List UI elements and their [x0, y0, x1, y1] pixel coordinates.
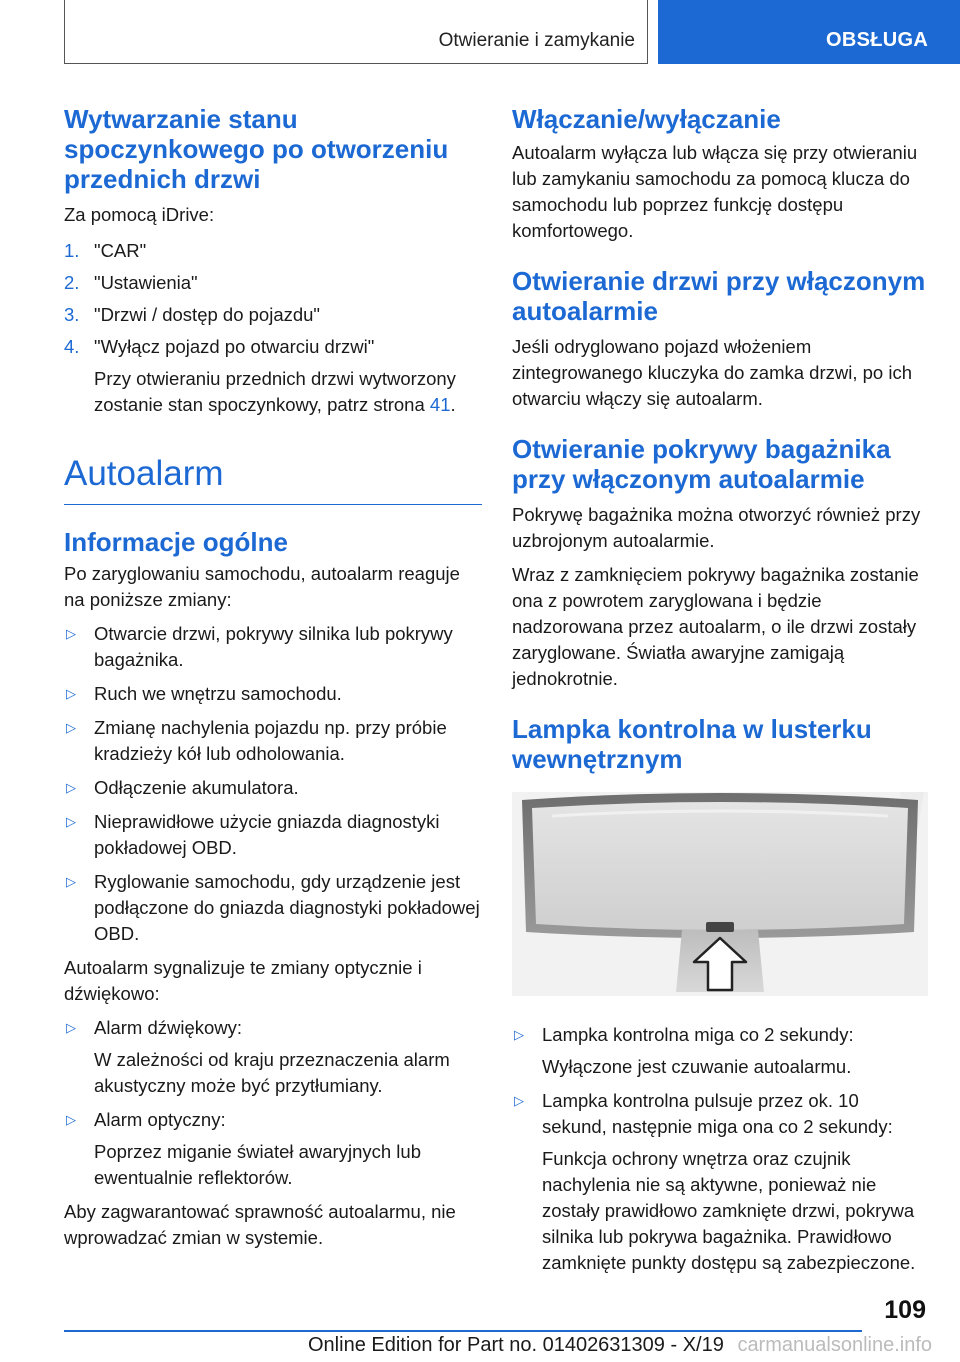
trunk-text-2: Wraz z zamknięciem pokrywy bagażnika zostanie ona z powrotem zaryglowana i będzie nadzorowana przez autoalarm, o ile drzwi zostały zaryglowane. Światła awaryjne zamigają jednokrotnie. [512, 564, 919, 689]
heading-general-info: Informacje ogólne [64, 527, 288, 557]
list-item-detail: Wyłączone jest czuwanie autoalarmu. [542, 1056, 852, 1077]
footer-rule [64, 1330, 862, 1332]
list-item-title: Lampka kontrolna miga co 2 sekundy: [542, 1024, 854, 1045]
triangle-bullet-icon: ▷ [66, 874, 76, 889]
heading-mirror-lamp: Lampka kontrolna w lusterku wewnętrznym [512, 714, 872, 774]
step-text: "CAR" [94, 240, 147, 261]
list-item-title: Lampka kontrolna pulsuje przez ok. 10 sekund, następnie miga ona co 2 sekundy: [542, 1090, 893, 1137]
change-list [64, 621, 482, 947]
step-number: 1. [64, 240, 80, 261]
triangle-bullet-icon: ▷ [66, 1020, 76, 1035]
list-item [64, 621, 482, 673]
step-note-text: Przy otwieraniu przednich drzwi wytworzony zostanie stan spoczynkowy, patrz strona [94, 368, 456, 415]
triangle-bullet-icon: ▷ [66, 626, 76, 641]
list-item-title: Alarm optyczny: [94, 1109, 226, 1130]
doors-text: Jeśli odryglowano pojazd włożeniem zintegrowanego kluczyka do zamka drzwi, po ich otwarciu włączy się autoalarm. [512, 336, 912, 409]
watermark: carmanualsonline.info [737, 1334, 932, 1356]
step-number: 3. [64, 304, 80, 325]
right-column [512, 104, 928, 1276]
triangle-bullet-icon: ▷ [66, 814, 76, 829]
step-number: 2. [64, 272, 80, 293]
list-item-detail: W zależności od kraju przeznaczenia alarm akustyczny może być przytłumiany. [94, 1049, 450, 1096]
section-title: Otwieranie i zamykanie [438, 30, 635, 51]
signal-intro: Autoalarm sygnalizuje te zmiany optycznie i dźwiękowo: [64, 957, 422, 1004]
list-item-title: Alarm dźwiękowy: [94, 1017, 243, 1038]
list-item [64, 1015, 482, 1099]
heading-trunk-armed: Otwieranie pokrywy bagażnika przy włączonym autoalarmie [512, 434, 891, 494]
step-item [64, 302, 482, 328]
list-item [64, 681, 482, 707]
page-number: 109 [884, 1296, 926, 1324]
list-item-detail: Funkcja ochrony wnętrza oraz czujnik nachylenia nie są aktywne, ponieważ nie zostały prawidłowo zamknięte drzwi, pokrywa silnika lub pokrywa bagażnika. Prawidłowo zamknięte punkty dostępu są zabezpieczone. [542, 1148, 916, 1273]
heading-autoalarm: Autoalarm [64, 454, 482, 505]
list-item-text: Otwarcie drzwi, pokrywy silnika lub pokrywy bagażnika. [94, 623, 453, 670]
triangle-bullet-icon: ▷ [66, 1112, 76, 1127]
list-item [64, 775, 482, 801]
general-intro: Po zaryglowaniu samochodu, autoalarm reaguje na poniższe zmiany: [64, 563, 460, 610]
triangle-bullet-icon: ▷ [66, 780, 76, 795]
signal-list [64, 1015, 482, 1191]
step-note [94, 366, 482, 418]
mirror-illustration [512, 792, 928, 996]
edition-text: Online Edition for Part no. 01402631309 - X/19 [308, 1334, 724, 1356]
list-item [64, 869, 482, 947]
chapter-tab [658, 0, 960, 64]
list-item-text: Ryglowanie samochodu, gdy urządzenie jest podłączone do gniazda diagnostyki pokładowej OBD. [94, 871, 480, 944]
list-item-text: Zmianę nachylenia pojazdu np. przy próbie kradzieży kół lub odholowania. [94, 717, 447, 764]
page-reference-link[interactable]: 41 [429, 394, 451, 415]
left-column [64, 104, 482, 1251]
list-item-text: Nieprawidłowe użycie gniazda diagnostyki pokładowej OBD. [94, 811, 440, 858]
list-item-text: Ruch we wnętrzu samochodu. [94, 683, 342, 704]
idrive-intro: Za pomocą iDrive: [64, 204, 215, 225]
list-item [64, 809, 482, 861]
list-item [64, 715, 482, 767]
triangle-bullet-icon: ▷ [66, 720, 76, 735]
step-text: "Wyłącz pojazd po otwarciu drzwi" [94, 336, 375, 357]
triangle-bullet-icon: ▷ [66, 686, 76, 701]
toggle-text: Autoalarm wyłącza lub włącza się przy otwieraniu lub zamykaniu samochodu za pomocą klucza do samochodu lub poprzez funkcję dostępu komfortowego. [512, 142, 918, 241]
step-item [64, 334, 482, 418]
step-item [64, 270, 482, 296]
step-number: 4. [64, 336, 80, 357]
rearview-mirror-image [512, 792, 928, 996]
list-item [512, 1088, 928, 1276]
step-text: "Drzwi / dostęp do pojazdu" [94, 304, 321, 325]
triangle-bullet-icon: ▷ [514, 1027, 524, 1042]
idrive-steps [64, 238, 482, 418]
heading-toggle: Włączanie/wyłączanie [512, 104, 781, 134]
trunk-text-1: Pokrywę bagażnika można otworzyć również przy uzbrojonym autoalarmie. [512, 504, 921, 551]
step-note-end: . [450, 394, 456, 415]
list-item-text: Odłączenie akumulatora. [94, 777, 299, 798]
closing-paragraph: Aby zagwarantować sprawność autoalarmu, nie wprowadzać zmian w systemie. [64, 1201, 456, 1248]
triangle-bullet-icon: ▷ [514, 1093, 524, 1108]
step-item [64, 238, 482, 264]
list-item [512, 1022, 928, 1080]
lamp-status-list [512, 1022, 928, 1276]
heading-rest-state: Wytwarzanie stanu spoczynkowego po otworzeniu przednich drzwi [64, 104, 449, 194]
step-text: "Ustawienia" [94, 272, 198, 293]
list-item-detail: Poprzez miganie świateł awaryjnych lub ewentualnie reflektorów. [94, 1141, 421, 1188]
chapter-tab-label: OBSŁUGA [826, 29, 929, 51]
heading-doors-armed: Otwieranie drzwi przy włączonym autoalarmie [512, 266, 926, 326]
list-item [64, 1107, 482, 1191]
header-frame [64, 0, 648, 64]
